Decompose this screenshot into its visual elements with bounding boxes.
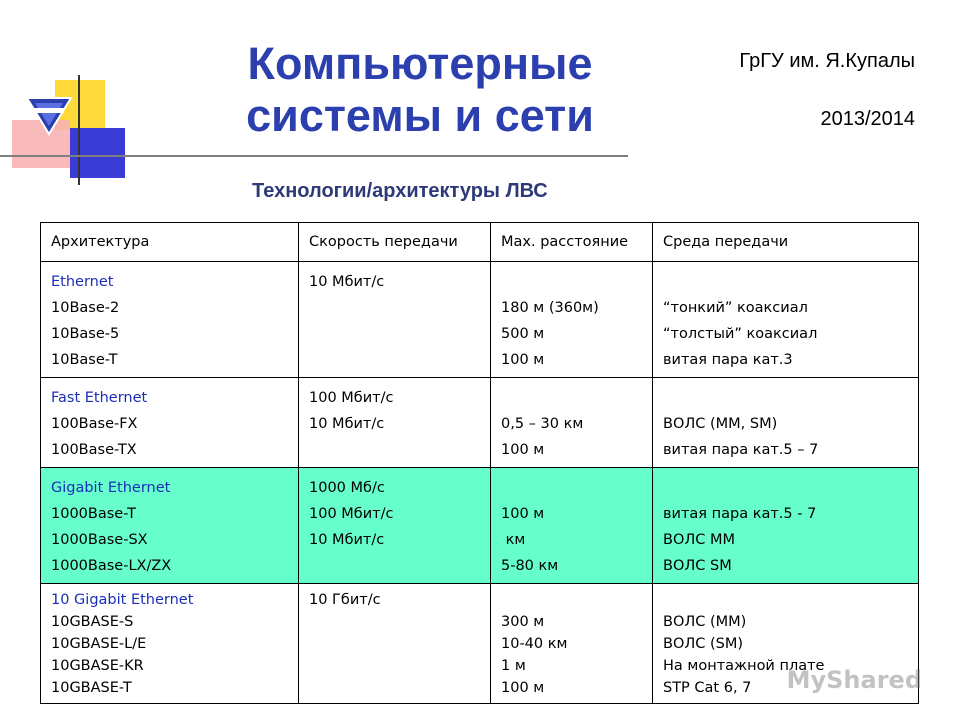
speed-cell [299, 262, 491, 378]
arch-item: 10Base-2 [51, 300, 120, 316]
distance-value: 0,5 – 30 км [501, 416, 584, 432]
arch-item: 10GBASE-S [51, 614, 134, 630]
arch-item: 10GBASE-KR [51, 658, 144, 674]
distance-cell [491, 262, 653, 378]
page-title [205, 38, 635, 142]
arch-cell [41, 378, 299, 468]
speed-value: 100 Мбит/с [309, 390, 394, 406]
arch-item: 10GBASE-L/E [51, 636, 147, 652]
speed-cell [299, 468, 491, 584]
arch-cell [41, 584, 299, 704]
speed-cell [299, 584, 491, 704]
speed-cell [299, 378, 491, 468]
medium-cell [653, 468, 919, 584]
medium-value: витая пара кат.5 – 7 [663, 442, 819, 458]
medium-value: ВОЛС SM [663, 558, 732, 574]
medium-value: витая пара кат.5 - 7 [663, 506, 817, 522]
university-logo-icon [25, 96, 73, 136]
arch-item: 10GBASE-T [51, 680, 132, 696]
medium-value: “тонкий” коаксиал [663, 300, 808, 316]
arch-item: 10Base-5 [51, 326, 120, 342]
speed-value: 10 Мбит/с [309, 532, 385, 548]
medium-value: “толстый” коаксиал [663, 326, 818, 342]
title-line-2: системы и сети [246, 90, 594, 141]
medium-cell [653, 262, 919, 378]
medium-value: ВОЛС MM [663, 532, 736, 548]
arch-cell [41, 262, 299, 378]
medium-cell [653, 378, 919, 468]
distance-value: 10-40 км [501, 636, 568, 652]
medium-value: витая пара кат.3 [663, 352, 793, 368]
university-name: ГрГУ им. Я.Купалы [739, 50, 915, 72]
distance-value: 5-80 км [501, 558, 559, 574]
distance-value: 500 м [501, 326, 545, 342]
distance-cell [491, 584, 653, 704]
distance-value: 100 м [501, 442, 545, 458]
header-medium: Среда передачи [653, 223, 919, 262]
header-architecture: Архитектура [41, 223, 299, 262]
arch-item: 100Base-TX [51, 442, 137, 458]
distance-value: 1 м [501, 658, 526, 674]
speed-value: 100 Мбит/с [309, 506, 394, 522]
title-line-1: Компьютерные [247, 38, 593, 89]
medium-value: ВОЛС (MM, SM) [663, 416, 778, 432]
header-speed: Скорость передачи [299, 223, 491, 262]
arch-item: 10Base-T [51, 352, 118, 368]
table-row [41, 378, 919, 468]
watermark: MyShared [786, 666, 922, 694]
arch-item: 1000Base-LX/ZX [51, 558, 172, 574]
arch-item: 100Base-FX [51, 416, 138, 432]
distance-value: 100 м [501, 352, 545, 368]
distance-value: 300 м [501, 614, 545, 630]
arch-family: Ethernet [51, 274, 114, 290]
subtitle: Технологии/архитектуры ЛВС [252, 180, 548, 202]
distance-value: 100 м [501, 680, 545, 696]
speed-value: 10 Мбит/с [309, 416, 385, 432]
distance-value: 100 м [501, 506, 545, 522]
table-row [41, 262, 919, 378]
medium-value: ВОЛС (SM) [663, 636, 744, 652]
header-divider [0, 155, 628, 157]
table-row-highlighted [41, 468, 919, 584]
arch-family: 10 Gigabit Ethernet [51, 592, 194, 608]
medium-value: STP Cat 6, 7 [663, 680, 752, 696]
speed-value: 10 Гбит/с [309, 592, 381, 608]
decor-vertical-line [78, 75, 80, 185]
speed-value: 1000 Мб/с [309, 480, 385, 496]
header-distance: Max. расстояние [491, 223, 653, 262]
table-header-row [41, 223, 919, 262]
distance-value: 180 м (360м) [501, 300, 599, 316]
arch-family: Fast Ethernet [51, 390, 148, 406]
distance-value: км [501, 532, 526, 548]
distance-cell [491, 378, 653, 468]
distance-cell [491, 468, 653, 584]
arch-item: 1000Base-T [51, 506, 136, 522]
academic-year: 2013/2014 [820, 108, 915, 130]
arch-cell [41, 468, 299, 584]
lan-technologies-table [40, 222, 919, 704]
medium-value: ВОЛС (MM) [663, 614, 747, 630]
arch-family: Gigabit Ethernet [51, 480, 171, 496]
arch-item: 1000Base-SX [51, 532, 148, 548]
medium-value: На монтажной плате [663, 658, 825, 674]
speed-value: 10 Мбит/с [309, 274, 385, 290]
